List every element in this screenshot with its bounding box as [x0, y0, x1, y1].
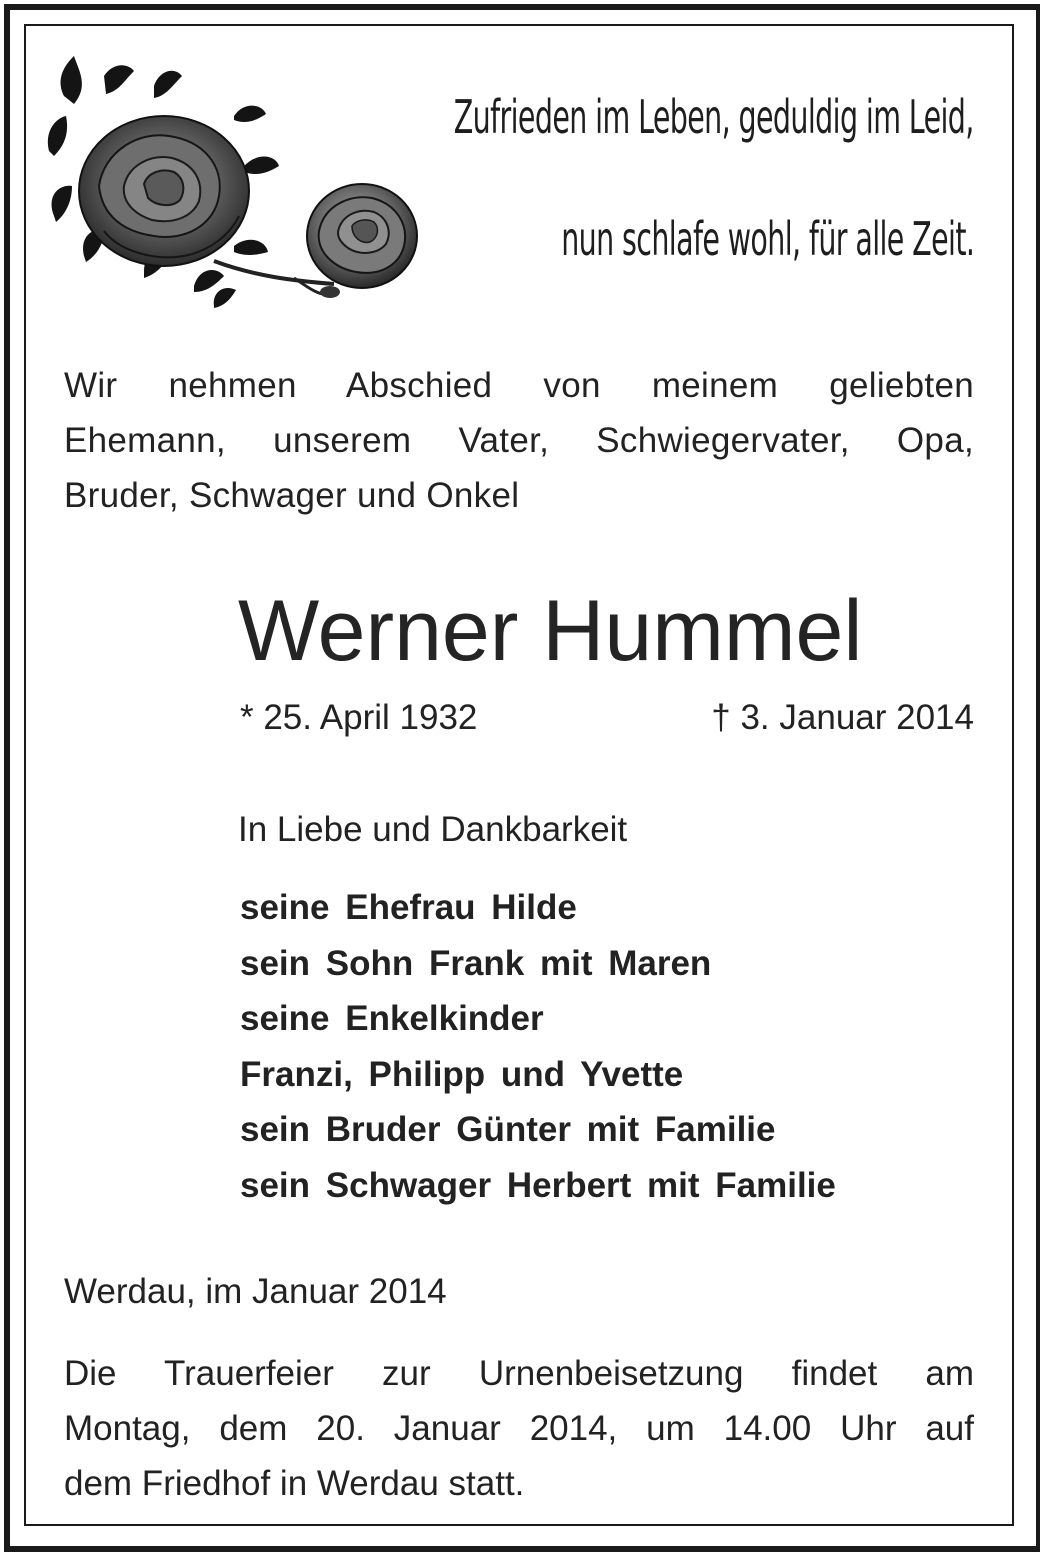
service-line: Die Trauerfeier zur Urnenbeisetzung findet am [64, 1354, 974, 1393]
service-paragraph [64, 1346, 974, 1511]
verse-line-2: nun schlafe wohl, für alle Zeit. [560, 212, 974, 266]
thanks-line: In Liebe und Dankbarkeit [238, 810, 628, 849]
service-line: Montag, dem 20. Januar 2014, um 14.00 Uhr auf [64, 1409, 974, 1448]
life-dates [240, 698, 974, 738]
birth-date: * 25. April 1932 [240, 698, 478, 737]
mourner: Franzi, Philipp und Yvette [240, 1054, 684, 1094]
place-date: Werdau, im Januar 2014 [64, 1272, 447, 1311]
mourner: seine Enkelkinder [240, 999, 544, 1038]
deceased-name: Werner Hummel [238, 583, 863, 679]
intro-line: Bruder, Schwager und Onkel [64, 476, 520, 515]
mourner: sein Schwager Herbert mit Familie [240, 1165, 836, 1205]
mourner: sein Bruder Günter mit Familie [240, 1110, 776, 1149]
mourner: seine Ehefrau Hilde [240, 888, 577, 927]
intro-paragraph [64, 358, 974, 523]
mourner: sein Sohn Frank mit Maren [240, 943, 712, 983]
verse-line-1: Zufrieden im Leben, geduldig im Leid, [453, 90, 974, 144]
service-line: dem Friedhof in Werdau statt. [64, 1464, 525, 1503]
death-date: † 3. Januar 2014 [711, 698, 974, 737]
rose-icon [44, 56, 424, 310]
intro-line: Wir nehmen Abschied von meinem geliebten [64, 366, 974, 405]
intro-line: Ehemann, unserem Vater, Schwiegervater, Opa, [64, 421, 974, 460]
mourners-list [240, 880, 974, 1213]
